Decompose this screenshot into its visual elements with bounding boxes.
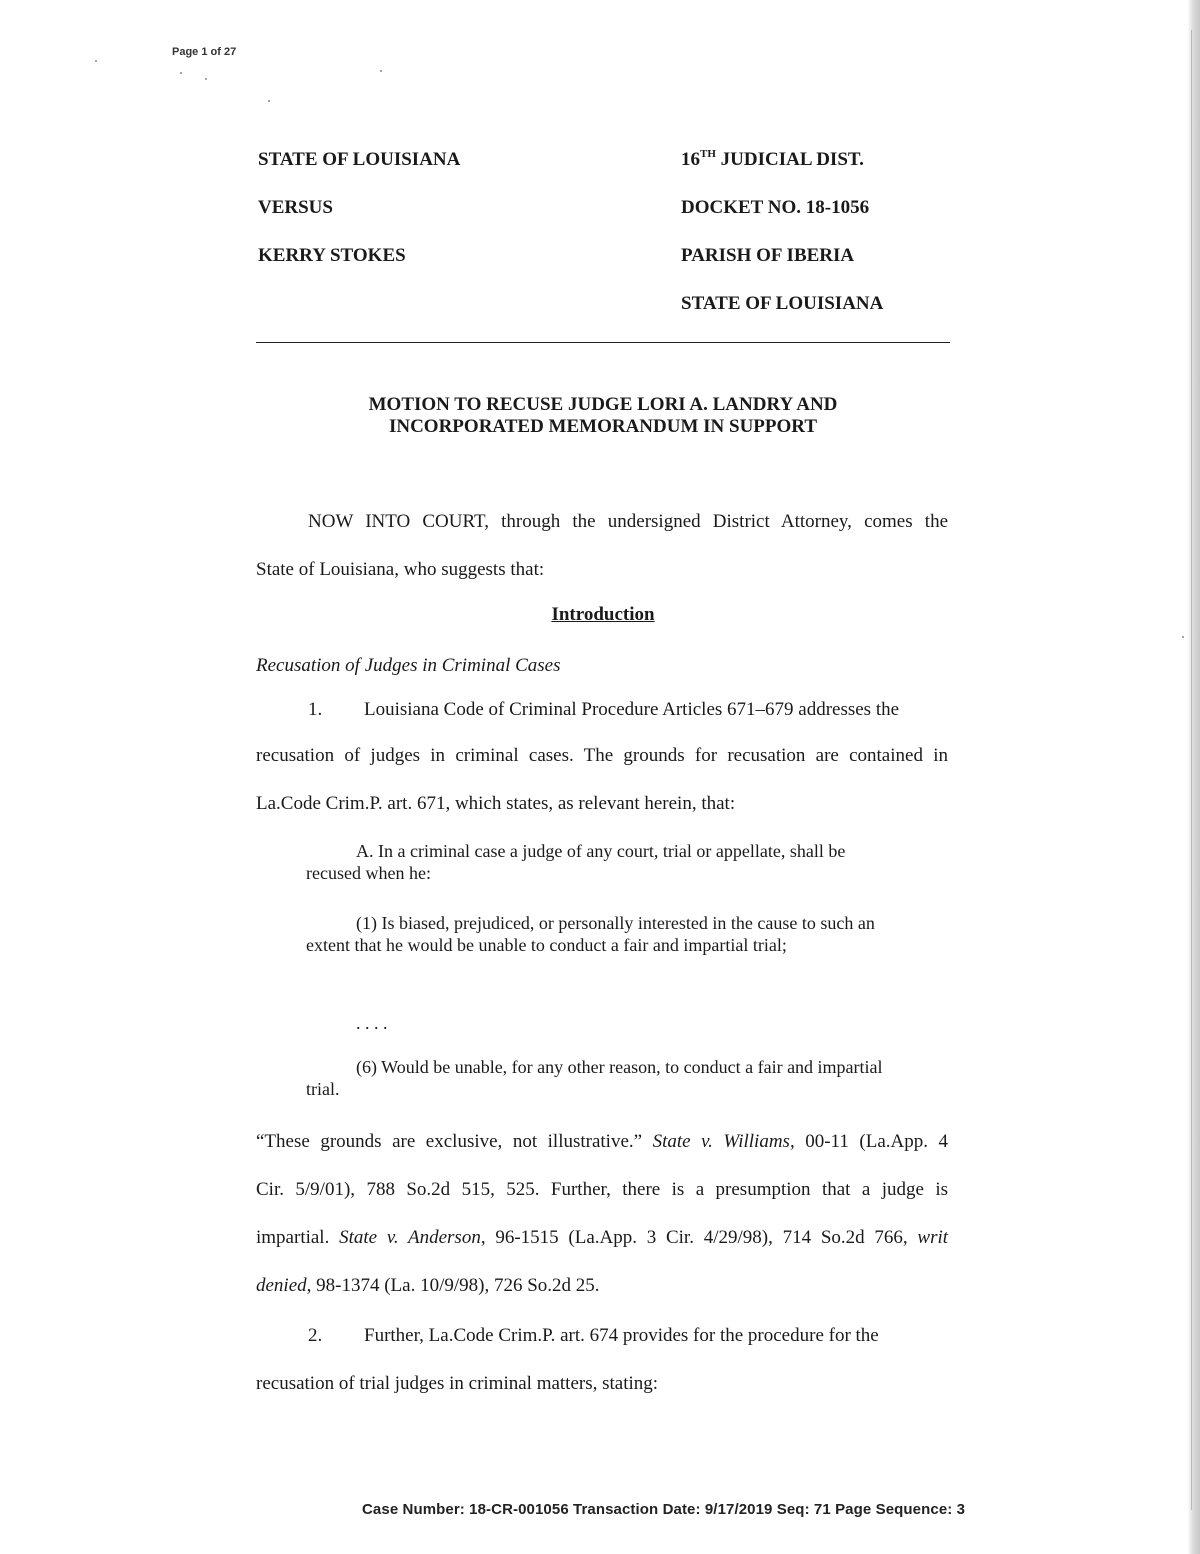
scan-speck (180, 72, 182, 74)
caption-docket: DOCKET NO. 18-1056 (681, 197, 870, 218)
filing-footer: Case Number: 18-CR-001056 Transaction Date: 9/17/2019 Seq: 71 Page Sequence: 3 (362, 1501, 966, 1518)
case-caption-left (258, 148, 460, 292)
caption-versus: VERSUS (258, 197, 333, 218)
quote-item-1: (1) Is biased, prejudiced, or personally interested in the cause to such an extent that he would be unable to conduct a fair and impartial trial; (306, 913, 875, 955)
caption-defendant: KERRY STOKES (258, 245, 406, 266)
scan-speck (268, 100, 270, 102)
caption-parish: PARISH OF IBERIA (681, 245, 855, 266)
quote-item-6: (6) Would be unable, for any other reason, to conduct a fair and impartial trial. (306, 1057, 883, 1099)
citation-line-2: Cir. 5/9/01), 788 So.2d 515, 525. Further, there is a presumption that a judge is (256, 1179, 948, 1200)
scan-speck (1182, 636, 1184, 638)
para1-number: 1. (308, 699, 323, 720)
para2-line-2: recusation of trial judges in criminal matters, stating: (256, 1373, 659, 1394)
quote-ellipsis: . . . . (356, 1013, 388, 1033)
page-counter: Page 1 of 27 (172, 46, 237, 58)
para2-line-1: 2. Further, La.Code Crim.P. art. 674 provides for the procedure for the (308, 1325, 879, 1346)
intro-line-2: State of Louisiana, who suggests that: (256, 559, 545, 580)
section-heading: Introduction (551, 604, 655, 625)
citation-line-4: denied, 98-1374 (La. 10/9/98), 726 So.2d 25. (256, 1275, 600, 1296)
para1-line-1: 1. Louisiana Code of Criminal Procedure Articles 671–679 addresses the (308, 699, 900, 720)
document-title: MOTION TO RECUSE JUDGE LORI A. LANDRY AND INCORPORATED MEMORANDUM IN SUPPORT (368, 394, 838, 437)
citation-line-1: “These grounds are exclusive, not illustrative.” State v. Williams, 00-11 (La.App. 4 (256, 1131, 948, 1152)
intro-line-1: NOW INTO COURT, through the undersigned District Attorney, comes the (308, 511, 948, 532)
scan-speck (95, 60, 97, 62)
caption-divider (256, 342, 950, 343)
caption-state: STATE OF LOUISIANA (681, 293, 884, 314)
para2-number: 2. (308, 1325, 323, 1346)
case-caption-right (681, 148, 883, 340)
scan-speck (380, 70, 382, 72)
caption-plaintiff: STATE OF LOUISIANA (258, 149, 461, 170)
citation-line-3: impartial. State v. Anderson, 96-1515 (La.App. 3 Cir. 4/29/98), 714 So.2d 766, writ (256, 1227, 949, 1248)
para1-line-2: recusation of judges in criminal cases. The grounds for recusation are contained in (256, 745, 948, 766)
scan-edge-line (1191, 30, 1192, 1510)
caption-district: 16TH JUDICIAL DIST. (681, 147, 864, 170)
subheading: Recusation of Judges in Criminal Cases (256, 655, 561, 676)
para1-line-3: La.Code Crim.P. art. 671, which states, as relevant herein, that: (256, 793, 736, 814)
scan-edge-shadow (1188, 0, 1200, 1554)
quote-subsection-a: A. In a criminal case a judge of any court, trial or appellate, shall be recused when he: (306, 841, 846, 883)
scan-speck (205, 78, 207, 80)
